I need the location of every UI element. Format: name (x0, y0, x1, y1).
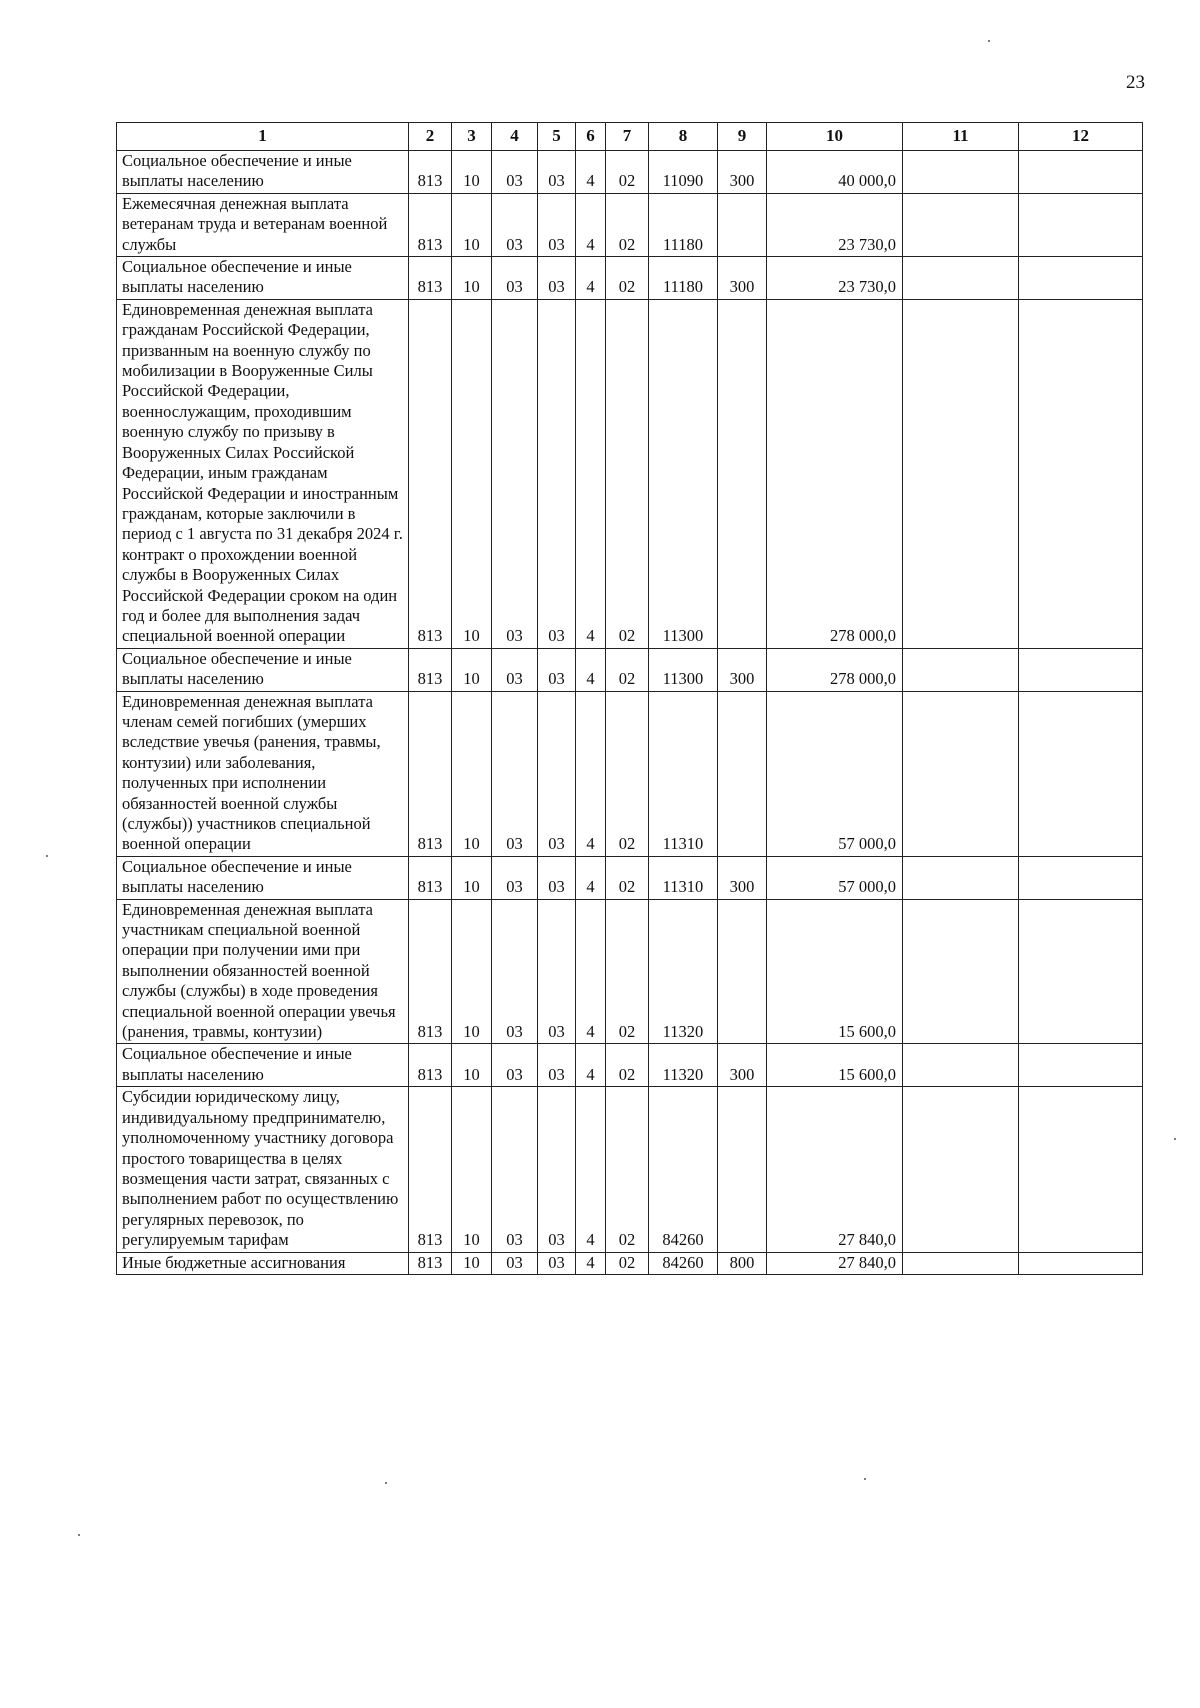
table-row (117, 1087, 1143, 1252)
code-cell: 11320 (649, 899, 718, 1044)
code-cell: 03 (492, 151, 538, 194)
header-row (117, 123, 1143, 151)
header-cell: 11 (903, 123, 1019, 151)
code-cell: 03 (538, 856, 576, 899)
table-row (117, 151, 1143, 194)
code-cell: 10 (452, 899, 492, 1044)
header-cell: 10 (767, 123, 903, 151)
table-row (117, 1252, 1143, 1274)
code-cell: 03 (538, 1044, 576, 1087)
code-cell (718, 899, 767, 1044)
header-cell: 4 (492, 123, 538, 151)
code-cell (718, 1087, 767, 1252)
code-cell: 02 (606, 193, 649, 256)
code-cell: 11300 (649, 299, 718, 648)
code-cell: 84260 (649, 1087, 718, 1252)
code-cell: 03 (538, 151, 576, 194)
code-cell: 813 (409, 1252, 452, 1274)
page-number: 23 (1126, 72, 1145, 93)
header-cell: 2 (409, 123, 452, 151)
row-name-cell: Социальное обеспечение и иные выплаты населению (117, 1044, 409, 1087)
row-name-cell: Ежемесячная денежная выплата ветеранам труда и ветеранам военной службы (117, 193, 409, 256)
header-cell: 5 (538, 123, 576, 151)
table-row (117, 193, 1143, 256)
code-cell: 813 (409, 856, 452, 899)
amount-cell (903, 648, 1019, 691)
row-name-cell: Социальное обеспечение и иные выплаты населению (117, 257, 409, 300)
code-cell: 4 (576, 1044, 606, 1087)
table-row (117, 691, 1143, 856)
code-cell: 4 (576, 299, 606, 648)
header-cell: 12 (1019, 123, 1143, 151)
row-name-cell: Иные бюджетные ассигнования (117, 1252, 409, 1274)
code-cell: 813 (409, 193, 452, 256)
code-cell (718, 299, 767, 648)
scan-speck (385, 1482, 387, 1484)
code-cell: 03 (538, 648, 576, 691)
table-row (117, 299, 1143, 648)
amount-cell (1019, 1252, 1143, 1274)
amount-cell (903, 1087, 1019, 1252)
amount-cell (1019, 299, 1143, 648)
header-cell: 6 (576, 123, 606, 151)
code-cell: 813 (409, 648, 452, 691)
code-cell: 03 (492, 299, 538, 648)
code-cell: 4 (576, 1252, 606, 1274)
code-cell: 03 (492, 193, 538, 256)
code-cell: 03 (492, 1087, 538, 1252)
code-cell: 03 (492, 899, 538, 1044)
amount-cell (903, 691, 1019, 856)
amount-cell (1019, 1044, 1143, 1087)
code-cell: 02 (606, 1252, 649, 1274)
table-row (117, 257, 1143, 300)
code-cell: 84260 (649, 1252, 718, 1274)
code-cell: 02 (606, 691, 649, 856)
amount-cell (903, 151, 1019, 194)
code-cell: 11320 (649, 1044, 718, 1087)
code-cell: 03 (538, 1087, 576, 1252)
code-cell: 813 (409, 1044, 452, 1087)
code-cell: 813 (409, 299, 452, 648)
code-cell: 10 (452, 691, 492, 856)
amount-cell (903, 299, 1019, 648)
amount-cell: 40 000,0 (767, 151, 903, 194)
code-cell: 03 (492, 1252, 538, 1274)
amount-cell (1019, 899, 1143, 1044)
header-cell: 9 (718, 123, 767, 151)
scan-speck (46, 855, 48, 857)
code-cell (718, 691, 767, 856)
amount-cell (1019, 1087, 1143, 1252)
header-cell: 1 (117, 123, 409, 151)
table-row (117, 648, 1143, 691)
code-cell: 4 (576, 691, 606, 856)
table-row (117, 899, 1143, 1044)
code-cell: 03 (492, 691, 538, 856)
code-cell: 300 (718, 257, 767, 300)
scan-speck (988, 40, 990, 42)
code-cell: 02 (606, 257, 649, 300)
amount-cell (1019, 691, 1143, 856)
code-cell: 10 (452, 1087, 492, 1252)
amount-cell (903, 1044, 1019, 1087)
code-cell: 4 (576, 856, 606, 899)
code-cell: 03 (538, 193, 576, 256)
amount-cell (1019, 648, 1143, 691)
code-cell: 11300 (649, 648, 718, 691)
row-name-cell: Социальное обеспечение и иные выплаты населению (117, 648, 409, 691)
code-cell (718, 193, 767, 256)
amount-cell: 23 730,0 (767, 257, 903, 300)
code-cell: 10 (452, 1044, 492, 1087)
table-row (117, 856, 1143, 899)
amount-cell (903, 257, 1019, 300)
code-cell: 10 (452, 299, 492, 648)
header-cell: 7 (606, 123, 649, 151)
code-cell: 10 (452, 257, 492, 300)
code-cell: 10 (452, 648, 492, 691)
code-cell: 11310 (649, 691, 718, 856)
row-name-cell: Единовременная денежная выплата участникам специальной военной операции при получении ими при выполнении обязанностей военной службы (службы) в ходе проведения специальной военной операции увечья (ранения, травмы, контузии) (117, 899, 409, 1044)
code-cell: 4 (576, 1087, 606, 1252)
code-cell: 03 (492, 648, 538, 691)
code-cell: 813 (409, 151, 452, 194)
code-cell: 02 (606, 1044, 649, 1087)
amount-cell (1019, 193, 1143, 256)
code-cell: 03 (538, 257, 576, 300)
amount-cell: 27 840,0 (767, 1252, 903, 1274)
code-cell: 10 (452, 856, 492, 899)
row-name-cell: Социальное обеспечение и иные выплаты населению (117, 151, 409, 194)
amount-cell: 23 730,0 (767, 193, 903, 256)
code-cell: 11180 (649, 193, 718, 256)
code-cell: 813 (409, 899, 452, 1044)
code-cell: 10 (452, 151, 492, 194)
code-cell: 02 (606, 856, 649, 899)
amount-cell: 57 000,0 (767, 691, 903, 856)
code-cell: 4 (576, 193, 606, 256)
code-cell: 03 (538, 691, 576, 856)
amount-cell (1019, 856, 1143, 899)
code-cell: 4 (576, 257, 606, 300)
scan-speck (864, 1478, 866, 1480)
code-cell: 03 (492, 257, 538, 300)
amount-cell (903, 856, 1019, 899)
amount-cell: 15 600,0 (767, 1044, 903, 1087)
amount-cell (903, 899, 1019, 1044)
amount-cell (1019, 151, 1143, 194)
code-cell: 03 (492, 1044, 538, 1087)
code-cell: 813 (409, 257, 452, 300)
amount-cell (1019, 257, 1143, 300)
code-cell: 300 (718, 856, 767, 899)
row-name-cell: Субсидии юридическому лицу, индивидуальному предпринимателю, уполномоченному участнику договора простого товарищества в целях возмещения части затрат, связанных с выполнением работ по осуществлению регулярных перевозок, по регулируемым тарифам (117, 1087, 409, 1252)
table-row (117, 1044, 1143, 1087)
amount-cell: 27 840,0 (767, 1087, 903, 1252)
code-cell: 4 (576, 151, 606, 194)
code-cell: 03 (492, 856, 538, 899)
code-cell: 11310 (649, 856, 718, 899)
budget-table (116, 122, 1143, 1275)
code-cell: 02 (606, 1087, 649, 1252)
code-cell: 11090 (649, 151, 718, 194)
code-cell: 813 (409, 691, 452, 856)
amount-cell (903, 1252, 1019, 1274)
code-cell: 4 (576, 648, 606, 691)
code-cell: 02 (606, 299, 649, 648)
code-cell: 02 (606, 151, 649, 194)
code-cell: 10 (452, 1252, 492, 1274)
amount-cell: 15 600,0 (767, 899, 903, 1044)
code-cell: 300 (718, 151, 767, 194)
scan-speck (78, 1534, 80, 1536)
header-cell: 3 (452, 123, 492, 151)
code-cell: 300 (718, 648, 767, 691)
row-name-cell: Единовременная денежная выплата членам семей погибших (умерших вследствие увечья (ранения, травмы, контузии) или заболевания, полученных при исполнении обязанностей военной службы (службы)) участников специальной военной операции (117, 691, 409, 856)
code-cell: 03 (538, 1252, 576, 1274)
code-cell: 813 (409, 1087, 452, 1252)
scan-speck (1174, 1138, 1176, 1140)
amount-cell: 278 000,0 (767, 648, 903, 691)
code-cell: 10 (452, 193, 492, 256)
code-cell: 4 (576, 899, 606, 1044)
code-cell: 03 (538, 899, 576, 1044)
amount-cell (903, 193, 1019, 256)
code-cell: 02 (606, 899, 649, 1044)
code-cell: 02 (606, 648, 649, 691)
code-cell: 800 (718, 1252, 767, 1274)
code-cell: 11180 (649, 257, 718, 300)
row-name-cell: Социальное обеспечение и иные выплаты населению (117, 856, 409, 899)
amount-cell: 278 000,0 (767, 299, 903, 648)
code-cell: 03 (538, 299, 576, 648)
header-cell: 8 (649, 123, 718, 151)
code-cell: 300 (718, 1044, 767, 1087)
row-name-cell: Единовременная денежная выплата гражданам Российской Федерации, призванным на военную службу по мобилизации в Вооруженные Силы Российской Федерации, военнослужащим, проходившим военную службу по призыву в Вооруженных Силах Российской Федерации, иным гражданам Российской Федерации и иностранным гражданам, которые заключили в период с 1 августа по 31 декабря 2024 г. контракт о прохождении военной службы в Вооруженных Силах Российской Федерации сроком на один год и более для выполнения задач специальной военной операции (117, 299, 409, 648)
amount-cell: 57 000,0 (767, 856, 903, 899)
